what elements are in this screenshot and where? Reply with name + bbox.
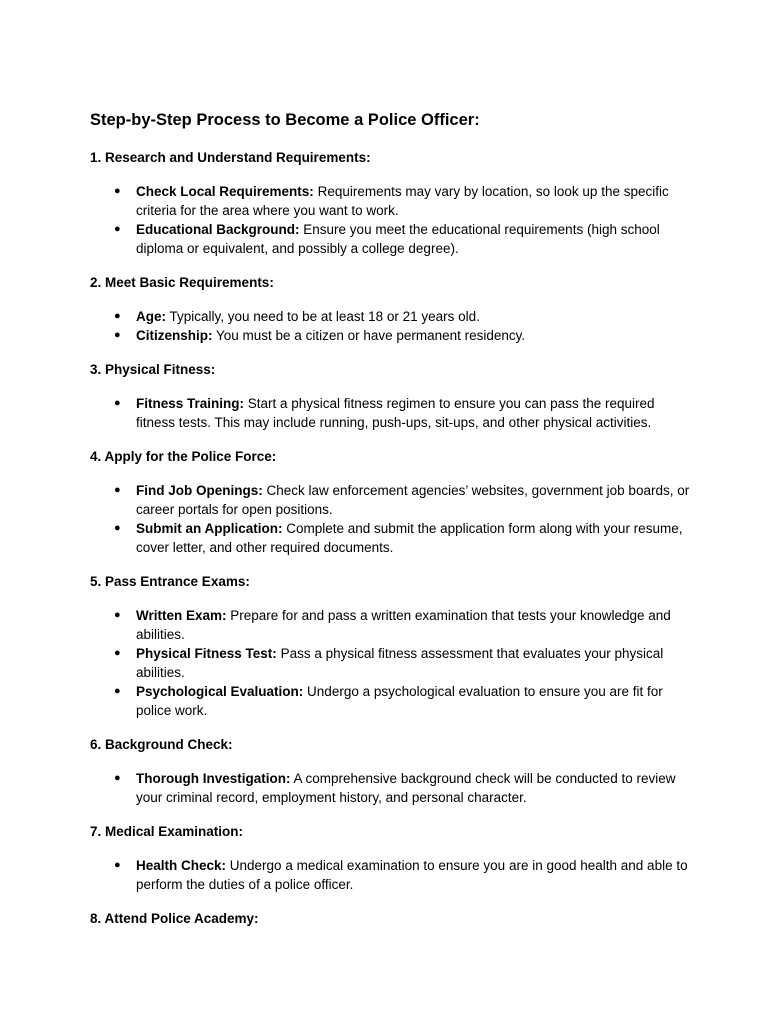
bullet-icon: ●	[114, 647, 121, 659]
bullet-icon: ●	[114, 397, 121, 409]
section-heading-apply: 4. Apply for the Police Force:	[90, 449, 277, 464]
list-item	[90, 769, 690, 807]
item-term: Educational Background:	[136, 222, 300, 237]
document-page	[90, 108, 690, 943]
section-list-basic-requirements	[90, 307, 690, 345]
bullet-icon: ●	[114, 522, 121, 534]
document-title: Step-by-Step Process to Become a Police Officer:	[90, 111, 480, 129]
section-heading-police-academy: 8. Attend Police Academy:	[90, 911, 259, 926]
item-text: Undergo a medical examination to ensure you are in good health and able to perform the duties of a police officer.	[136, 858, 688, 892]
item-term: Thorough Investigation:	[136, 771, 291, 786]
item-term: Age:	[136, 309, 166, 324]
item-term: Psychological Evaluation:	[136, 684, 304, 699]
bullet-icon: ●	[114, 772, 121, 784]
section-list-physical-fitness	[90, 394, 690, 432]
section-list-research	[90, 182, 690, 258]
item-term: Fitness Training:	[136, 396, 245, 411]
item-term: Health Check:	[136, 858, 227, 873]
list-item	[90, 519, 690, 557]
section-heading-entrance-exams: 5. Pass Entrance Exams:	[90, 574, 250, 589]
item-text: Prepare for and pass a written examination that tests your knowledge and abilities.	[136, 608, 671, 642]
list-item	[90, 394, 690, 432]
list-item	[90, 326, 690, 345]
bullet-icon: ●	[114, 223, 121, 235]
list-item	[90, 481, 690, 519]
list-item	[90, 220, 690, 258]
bullet-icon: ●	[114, 185, 121, 197]
list-item	[90, 856, 690, 894]
list-item	[90, 182, 690, 220]
section-heading-physical-fitness: 3. Physical Fitness:	[90, 362, 216, 377]
list-item	[90, 606, 690, 644]
list-item	[90, 644, 690, 682]
item-text: Start a physical fitness regimen to ensure you can pass the required fitness tests. This may include running, push-ups, sit-ups, and other physical activities.	[136, 396, 655, 430]
item-term: Check Local Requirements:	[136, 184, 314, 199]
section-list-apply	[90, 481, 690, 557]
item-text: Check law enforcement agencies’ websites, government job boards, or career portals for open positions.	[136, 483, 690, 517]
bullet-icon: ●	[114, 859, 121, 871]
bullet-icon: ●	[114, 484, 121, 496]
bullet-icon: ●	[114, 310, 121, 322]
section-list-background-check	[90, 769, 690, 807]
item-term: Citizenship:	[136, 328, 213, 343]
list-item	[90, 682, 690, 720]
section-list-medical-examination	[90, 856, 690, 894]
item-term: Submit an Application:	[136, 521, 283, 536]
section-heading-basic-requirements: 2. Meet Basic Requirements:	[90, 275, 274, 290]
section-heading-medical-examination: 7. Medical Examination:	[90, 824, 244, 839]
list-item	[90, 307, 690, 326]
item-text: Requirements may vary by location, so look up the specific criteria for the area where you want to work.	[136, 184, 669, 218]
item-text: Complete and submit the application form along with your resume, cover letter, and other required documents.	[136, 521, 683, 555]
item-text: A comprehensive background check will be conducted to review your criminal record, employment history, and personal character.	[136, 771, 676, 805]
item-term: Written Exam:	[136, 608, 227, 623]
item-term: Find Job Openings:	[136, 483, 263, 498]
item-text: Ensure you meet the educational requirements (high school diploma or equivalent, and possibly a college degree).	[136, 222, 660, 256]
bullet-icon: ●	[114, 609, 121, 621]
item-text: Undergo a psychological evaluation to ensure you are fit for police work.	[136, 684, 663, 718]
bullet-icon: ●	[114, 685, 121, 697]
item-text: Pass a physical fitness assessment that evaluates your physical abilities.	[136, 646, 664, 680]
section-list-entrance-exams	[90, 606, 690, 720]
item-text: Typically, you need to be at least 18 or 21 years old.	[166, 309, 480, 324]
item-text: You must be a citizen or have permanent residency.	[212, 328, 526, 343]
item-term: Physical Fitness Test:	[136, 646, 277, 661]
section-heading-background-check: 6. Background Check:	[90, 737, 233, 752]
section-heading-research: 1. Research and Understand Requirements:	[90, 150, 371, 165]
bullet-icon: ●	[114, 329, 121, 341]
